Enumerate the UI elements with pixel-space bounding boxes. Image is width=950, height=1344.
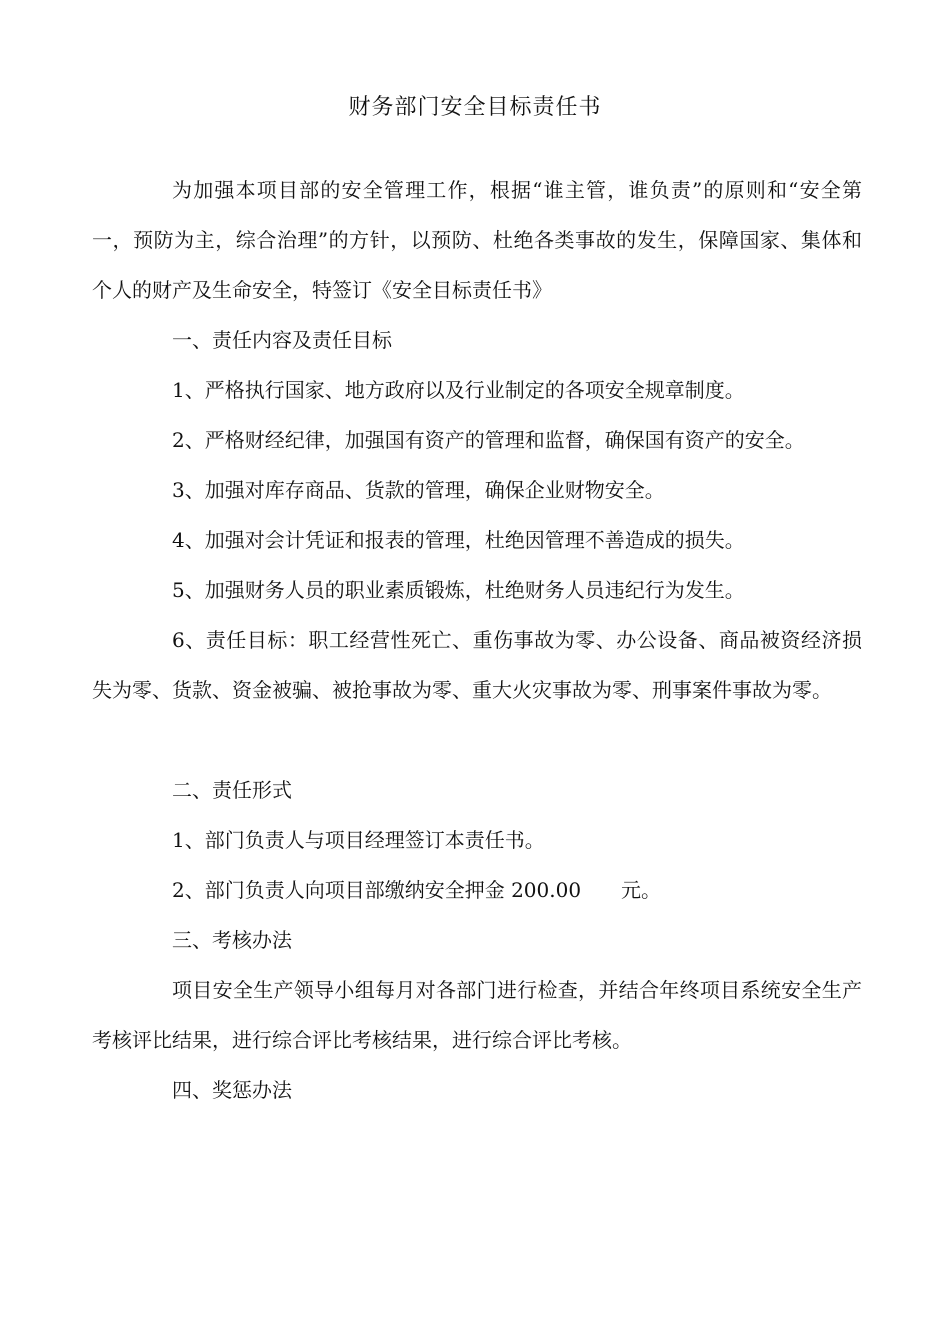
section-heading-1: 一、责任内容及责任目标 [172,328,392,352]
list-item-1-3: 3、加强对库存商品、货款的管理，确保企业财物安全。 [172,478,665,502]
list-item-1-4: 4、加强对会计凭证和报表的管理，杜绝因管理不善造成的损失。 [172,528,745,552]
section-heading-2: 二、责任形式 [172,778,292,802]
list-item-2-1: 1、部门负责人与项目经理签订本责任书。 [172,828,545,852]
intro-paragraph: 为加强本项目部的安全管理工作，根据“谁主管，谁负责”的原则和“安全第一，预防为主，综合治理”的方针，以预防、杜绝各类事故的发生，保障国家、集体和个人的财产及生命安全，特签订《安全目标责任书》 [92,178,862,302]
list-item-2-2: 2、部门负责人向项目部缴纳安全押金 200.00 元。 [172,878,662,902]
list-item-1-1: 1、严格执行国家、地方政府以及行业制定的各项安全规章制度。 [172,378,745,402]
list-item-1-6: 6、责任目标：职工经营性死亡、重伤事故为零、办公设备、商品被资经济损失为零、货款、资金被骗、被抢事故为零、重大火灾事故为零、刑事案件事故为零。 [92,628,862,702]
document-title: 财务部门安全目标责任书 [348,95,602,120]
list-item-1-5: 5、加强财务人员的职业素质锻炼，杜绝财务人员违纪行为发生。 [172,578,745,602]
section-heading-3: 三、考核办法 [172,928,292,952]
section-heading-4: 四、奖惩办法 [172,1078,292,1102]
assessment-paragraph: 项目安全生产领导小组每月对各部门进行检查，并结合年终项目系统安全生产考核评比结果，进行综合评比考核结果，进行综合评比考核。 [92,978,862,1052]
list-item-1-2: 2、严格财经纪律，加强国有资产的管理和监督，确保国有资产的安全。 [172,428,805,452]
